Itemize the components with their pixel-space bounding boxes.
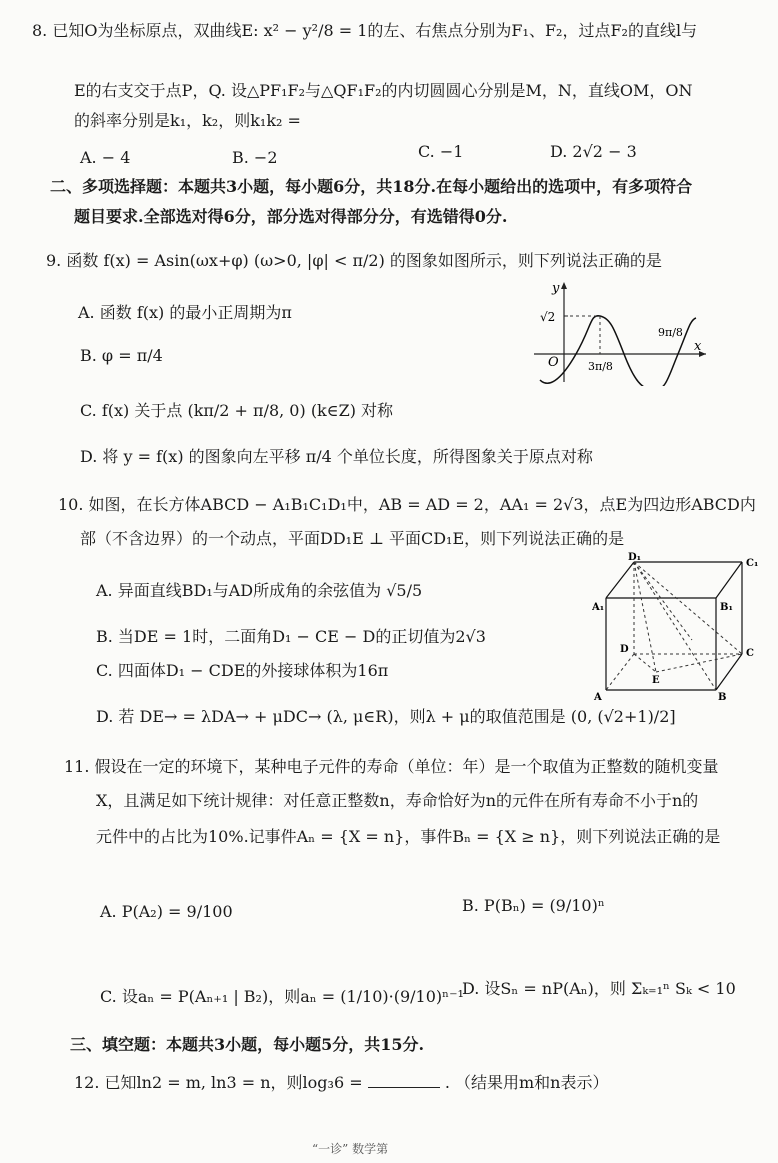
q8-option-b: B. −2 bbox=[232, 148, 278, 167]
q11-option-c: C. 设aₙ = P(Aₙ₊₁ | B₂)，则aₙ = (1/10)·(9/10)ⁿ⁻¹ bbox=[100, 987, 464, 1006]
graph-x-label: x bbox=[694, 339, 702, 354]
q9-sine-graph bbox=[528, 278, 714, 386]
section2-heading-cont: 题目要求.全部选对得6分，部分选对得部分分，有选错得0分. bbox=[74, 207, 508, 226]
q9-option-c: C. f(x) 关于点 (kπ/2 + π/8, 0) (k∈Z) 对称 bbox=[80, 401, 394, 420]
q9-option-b: B. φ = π/4 bbox=[80, 346, 163, 365]
q10-option-b: B. 当DE = 1时，二面角D₁ − CE − D的正切值为2√3 bbox=[96, 627, 486, 646]
q12-text: 12. 已知ln2 = m, ln3 = n，则log₃6 = bbox=[74, 1073, 363, 1092]
q10-option-d: D. 若 DE→ = λDA→ + μDC→ (λ, μ∈R)，则λ + μ的取值范围是 (0, (√2+1)/2] bbox=[96, 707, 676, 726]
q8-line3: 的斜率分别是k₁，k₂，则k₁k₂ = bbox=[74, 111, 301, 130]
q9-stem: 9. 函数 f(x) = Asin(ωx+φ) (ω>0, |φ| < π/2) 的图象如图所示，则下列说法正确的是 bbox=[46, 251, 662, 270]
label-e: E bbox=[652, 675, 660, 686]
label-c1: C₁ bbox=[746, 558, 759, 569]
q11-line2: X，且满足如下统计规律：对任意正整数n，寿命恰好为n的元件在所有寿命不小于n的 bbox=[96, 791, 699, 810]
q8-option-a: A. − 4 bbox=[80, 148, 131, 167]
graph-x1-label: 3π/8 bbox=[588, 360, 613, 373]
q11-line1: 11. 假设在一定的环境下，某种电子元件的寿命（单位：年）是一个取值为正整数的随机变量 bbox=[64, 757, 719, 776]
label-b1: B₁ bbox=[720, 602, 733, 613]
q8-line1: 8. 已知O为坐标原点，双曲线E: x² − y²/8 = 1的左、右焦点分别为F₁、F₂，过点F₂的直线l与 bbox=[32, 21, 698, 40]
label-d: D bbox=[620, 644, 629, 655]
label-b: B bbox=[718, 692, 727, 703]
q12-answer-blank[interactable] bbox=[368, 1073, 440, 1088]
section2-heading: 二、多项选择题：本题共3小题，每小题6分，共18分.在每小题给出的选项中，有多项符合 bbox=[50, 177, 693, 196]
graph-y-label: y bbox=[552, 281, 560, 296]
q9-option-d: D. 将 y = f(x) 的图象向左平移 π/4 个单位长度，所得图象关于原点对称 bbox=[80, 447, 593, 466]
q11-option-d: D. 设Sₙ = nP(Aₙ)，则 Σₖ₌₁ⁿ Sₖ < 10 bbox=[462, 979, 736, 998]
q8-option-c: C. −1 bbox=[418, 142, 464, 161]
q11-line3: 元件中的占比为10%.记事件Aₙ = {X = n}，事件Bₙ = {X ≥ n}，则下列说法正确的是 bbox=[96, 827, 721, 846]
label-d1: D₁ bbox=[628, 552, 642, 563]
q11-option-a: A. P(A₂) = 9/100 bbox=[100, 902, 233, 921]
q10-option-c: C. 四面体D₁ − CDE的外接球体积为16π bbox=[96, 661, 389, 680]
q8-option-d: D. 2√2 − 3 bbox=[550, 142, 637, 161]
q9-option-a: A. 函数 f(x) 的最小正周期为π bbox=[78, 303, 292, 322]
q10-line1: 10. 如图，在长方体ABCD − A₁B₁C₁D₁中，AB = AD = 2，AA₁ = 2√3，点E为四边形ABCD内 bbox=[58, 495, 756, 514]
q11-option-b: B. P(Bₙ) = (9/10)ⁿ bbox=[462, 896, 605, 915]
q8-line2: E的右支交于点P，Q. 设△PF₁F₂与△QF₁F₂的内切圆圆心分别是M，N，直线OM，ON bbox=[74, 81, 693, 100]
label-a: A bbox=[594, 692, 602, 703]
page-footer: “一诊” 数学第 bbox=[312, 1142, 389, 1156]
graph-origin: O bbox=[548, 355, 559, 370]
q12-stem bbox=[74, 1072, 608, 1094]
label-c: C bbox=[746, 648, 754, 659]
q12-note: . （结果用m和n表示） bbox=[444, 1073, 609, 1092]
label-a1: A₁ bbox=[592, 602, 605, 613]
q10-line2: 部（不含边界）的一个动点，平面DD₁E ⊥ 平面CD₁E，则下列说法正确的是 bbox=[80, 529, 625, 548]
y-axis-arrow-icon bbox=[561, 282, 567, 289]
graph-amp-label: √2 bbox=[540, 310, 556, 324]
q10-cuboid-figure bbox=[592, 552, 772, 704]
section3-heading: 三、填空题：本题共3小题，每小题5分，共15分. bbox=[70, 1035, 425, 1054]
graph-x2-label: 9π/8 bbox=[658, 326, 683, 339]
q10-option-a: A. 异面直线BD₁与AD所成角的余弦值为 √5/5 bbox=[96, 581, 423, 600]
